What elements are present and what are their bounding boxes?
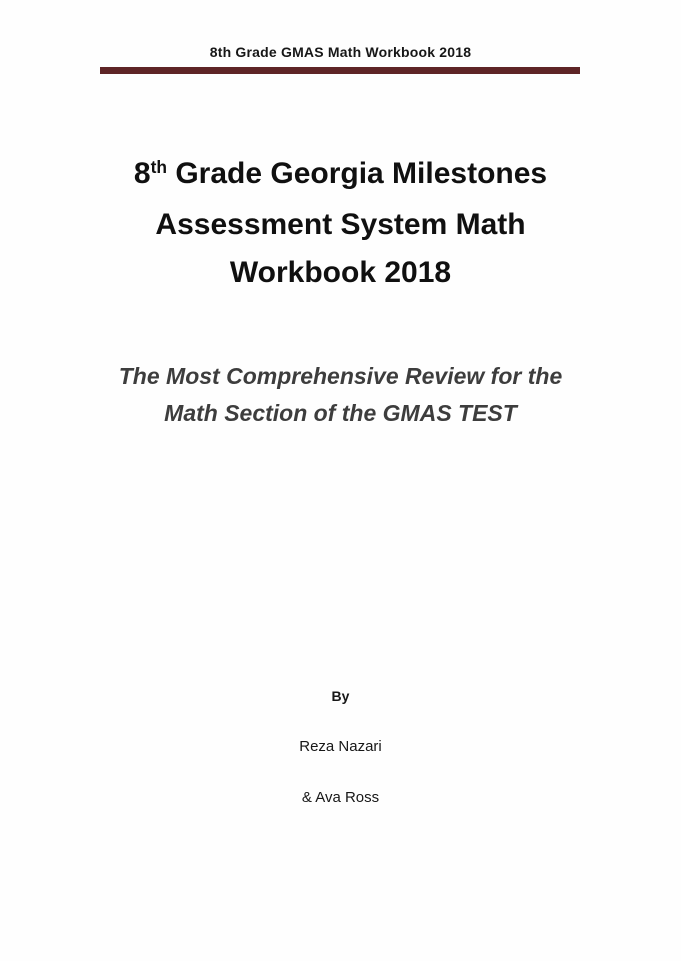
book-title: [0, 150, 681, 297]
book-title-line-1: [0, 150, 681, 201]
book-subtitle-line-1: The Most Comprehensive Review for the: [118, 363, 563, 389]
book-subtitle: [0, 358, 681, 432]
book-title-line-3: Workbook 2018: [229, 256, 452, 289]
author-name-primary: Reza Nazari: [299, 738, 382, 755]
header-rule: [100, 67, 580, 74]
book-subtitle-line-2: Math Section of the GMAS TEST: [164, 400, 517, 426]
running-header-text: 8th Grade GMAS Math Workbook 2018: [209, 44, 472, 60]
book-title-line-1-text: Grade Georgia Milestones: [166, 157, 548, 190]
book-title-grade-number: 8: [133, 157, 151, 190]
author-name-secondary: & Ava Ross: [301, 789, 380, 806]
book-title-line-2: Assessment System Math: [155, 208, 526, 241]
book-title-ordinal-superscript: th: [150, 157, 167, 178]
byline-label: By: [331, 688, 350, 704]
